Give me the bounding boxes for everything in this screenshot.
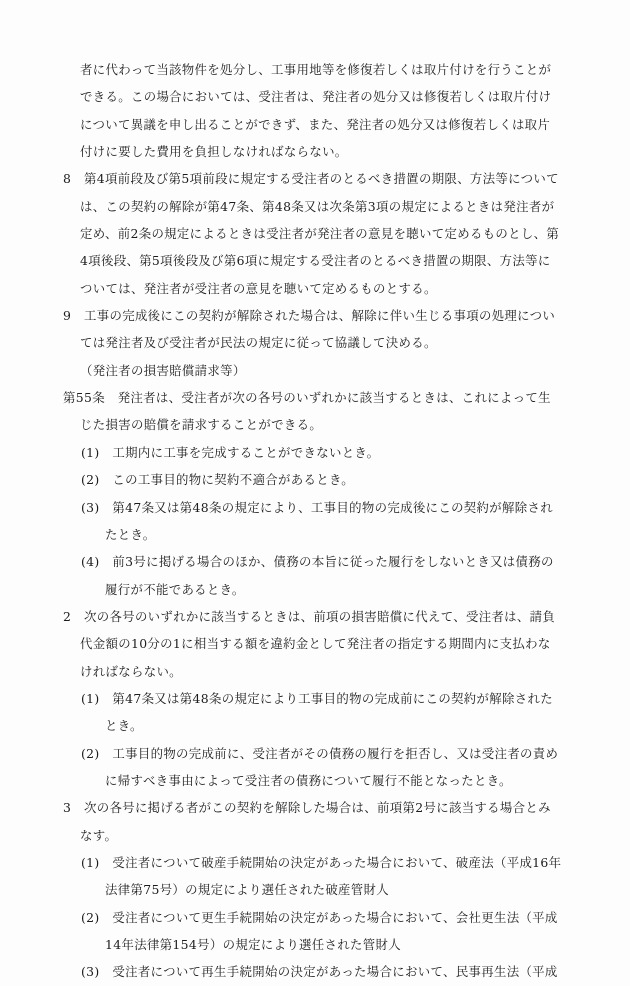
block-marker: (1): [81, 854, 100, 870]
block-text: 工期内に工事を完成することができないとき。: [112, 444, 380, 460]
paragraph-7-continuation: [63, 56, 562, 165]
block-text: 次の各号のいずれかに該当するときは、前項の損害賠償に代えて、受注者は、請負代金額の10分の1に相当する額を違約金として発注者の指定する期間内に支払わなければならない。: [80, 608, 556, 679]
block-text: 受注者について再生手続開始の決定があった場合において、民事再生法（平成: [112, 964, 558, 980]
block-marker: 9: [63, 308, 72, 324]
article-55-para1-item-4: [63, 548, 562, 603]
article-55-para3-item-1: [63, 849, 562, 904]
paragraph-8: [63, 165, 562, 302]
article-55-paragraph-3: [63, 794, 562, 849]
block-marker: (4): [81, 554, 100, 570]
block-marker: 第55条: [63, 390, 105, 406]
block-text: （発注者の損害賠償請求等）: [80, 362, 246, 378]
block-marker: (2): [81, 745, 100, 761]
article-55-para1-item-2: [63, 466, 562, 493]
paragraph-9: [63, 302, 562, 357]
block-marker: (3): [81, 964, 100, 980]
article-55-para1-item-1: [63, 439, 562, 466]
block-marker: (1): [81, 444, 100, 460]
block-text: 受注者について破産手続開始の決定があった場合において、破産法（平成16年法律第75号）の規定により選任された破産管財人: [105, 854, 562, 898]
block-marker: 2: [63, 608, 72, 624]
article-55-heading: [63, 384, 562, 439]
block-marker: (2): [81, 472, 100, 488]
document-body: [63, 56, 562, 986]
block-text: 前3号に掲げる場合のほか、債務の本旨に従った履行をしないとき又は債務の履行が不能であるとき。: [105, 554, 554, 597]
block-text: 者に代わって当該物件を処分し、工事用地等を修復若しくは取片付けを行うことができる。この場合においては、受注者は、発注者の処分又は修復若しくは取片付けについて異議を申し出ることができず、また、発注者の処分又は修復若しくは取片付けに要した費用を負担しなければならない。: [80, 62, 552, 160]
block-text: この工事目的物に契約不適合があるとき。: [112, 472, 354, 488]
block-marker: (2): [81, 909, 100, 925]
block-marker: (3): [81, 499, 100, 515]
block-marker: 3: [63, 800, 72, 816]
block-text: 第4項前段及び第5項前段に規定する受注者のとるべき措置の期限、方法等については、この契約の解除が第47条、第48条又は次条第3項の規定によるときは発注者が定め、前2条の規定によるときは受注者が発注者の意見を聴いて定めるものとし、第4項後段、第5項後段及び第6項に規定する受注者のとるべき措置の期限、方法等については、発注者が受注者の意見を聴いて定めるものとする。: [80, 171, 560, 296]
article-55-para3-item-2: [63, 904, 562, 959]
article-55-para2-item-1: [63, 685, 562, 740]
block-marker: 8: [63, 171, 72, 187]
article-55-paragraph-2: [63, 603, 562, 685]
block-text: 第47条又は第48条の規定により、工事目的物の完成後にこの契約が解除されたとき。: [105, 499, 553, 542]
article-55-para1-item-3: [63, 494, 562, 549]
block-text: 受注者について更生手続開始の決定があった場合において、会社更生法（平成14年法律第154号）の規定により選任された管財人: [105, 909, 558, 952]
article-55-caption: [63, 357, 562, 384]
article-55-para3-item-3: [63, 958, 562, 985]
article-55-para2-item-2: [63, 740, 562, 795]
block-text: 工事の完成後にこの契約が解除された場合は、解除に伴い生じる事項の処理については発注者及び受注者が民法の規定に従って協議して決める。: [80, 308, 556, 351]
block-text: 第47条又は第48条の規定により工事目的物の完成前にこの契約が解除されたとき。: [105, 690, 553, 734]
block-marker: (1): [81, 690, 100, 706]
block-text: 工事目的物の完成前に、受注者がその債務の履行を拒否し、又は受注者の責めに帰すべき事由によって受注者の債務について履行不能となったとき。: [105, 745, 559, 788]
block-text: 発注者は、受注者が次の各号のいずれかに該当するときは、これによって生じた損害の賠償を請求することができる。: [80, 390, 551, 433]
block-text: 次の各号に掲げる者がこの契約を解除した場合は、前項第2号に該当する場合とみなす。: [80, 800, 551, 843]
